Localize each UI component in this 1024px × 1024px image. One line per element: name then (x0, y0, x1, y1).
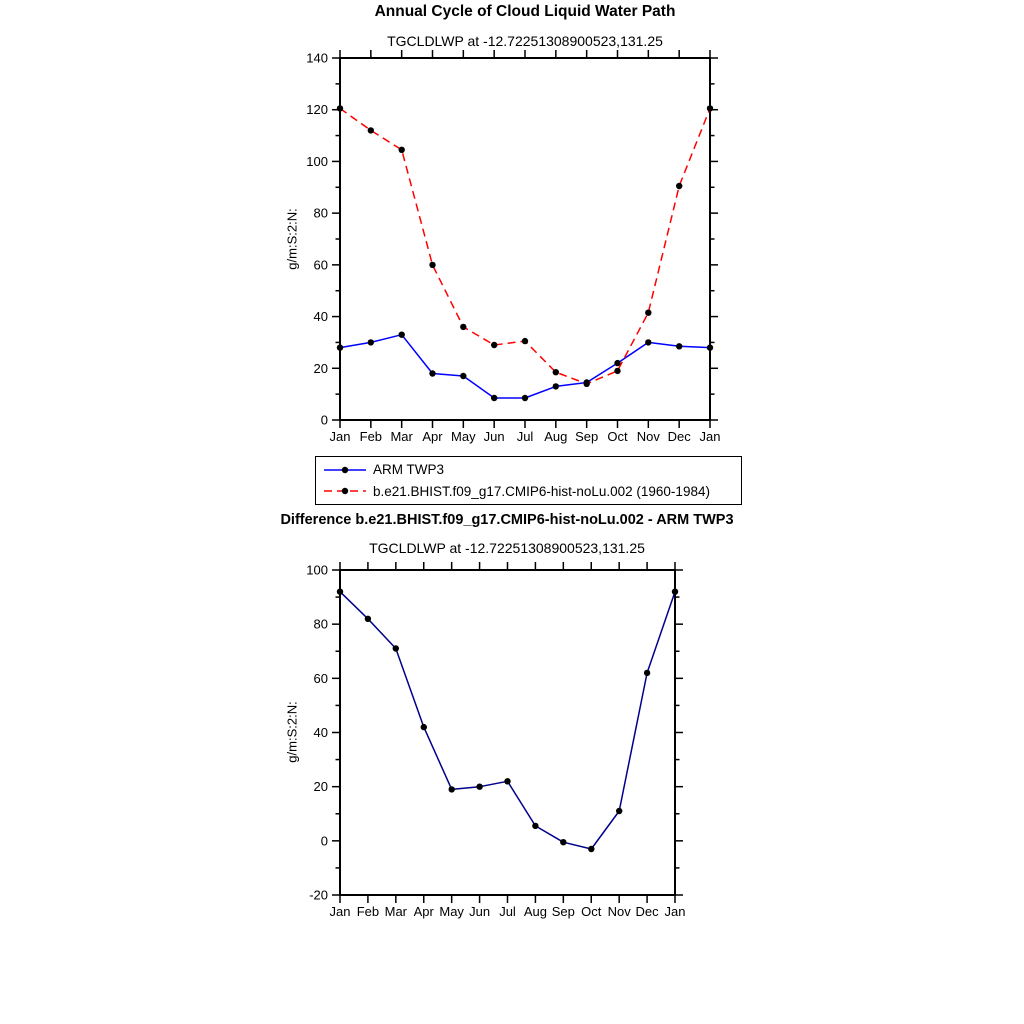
bottom-plot-series-line-0 (340, 592, 675, 849)
legend-label-arm-twp3: ARM TWP3 (373, 462, 445, 478)
top-chart-y-axis-label: g/m:S:2:N: (284, 208, 300, 270)
bottom-plot (306, 562, 685, 919)
svg-text:Apr: Apr (413, 904, 434, 919)
svg-text:Apr: Apr (422, 429, 443, 444)
svg-text:Aug: Aug (544, 429, 568, 444)
svg-text:Jun: Jun (469, 904, 491, 919)
top-plot (306, 50, 720, 444)
svg-text:Nov: Nov (607, 904, 631, 919)
bottom-chart-title: Difference b.e21.BHIST.f09_g17.CMIP6-hist-noLu.002 - ARM TWP3 (280, 512, 734, 528)
svg-text:40: 40 (313, 725, 328, 740)
legend-line-sample-red-dashed (321, 485, 369, 497)
svg-text:-20: -20 (309, 887, 328, 903)
svg-text:May: May (439, 904, 464, 919)
svg-text:60: 60 (313, 257, 328, 273)
svg-text:Jan: Jan (699, 429, 721, 444)
svg-text:Sep: Sep (575, 429, 599, 444)
svg-text:Jun: Jun (483, 429, 505, 444)
svg-text:60: 60 (313, 670, 328, 686)
top-chart-subtitle: TGCLDLWP at -12.72251308900523,131.25 (387, 33, 663, 49)
svg-text:Sep: Sep (551, 904, 575, 919)
svg-text:80: 80 (313, 205, 328, 221)
svg-text:120: 120 (306, 102, 328, 118)
svg-text:Jan: Jan (329, 429, 351, 444)
svg-text:0: 0 (320, 833, 328, 849)
svg-text:Oct: Oct (607, 429, 628, 444)
legend-item-model (321, 481, 736, 503)
svg-text:100: 100 (306, 153, 328, 169)
svg-text:80: 80 (313, 616, 328, 632)
svg-text:Mar: Mar (384, 904, 408, 919)
svg-text:Dec: Dec (667, 429, 691, 444)
svg-text:Dec: Dec (635, 904, 659, 919)
svg-text:Jan: Jan (664, 904, 686, 919)
svg-text:Jul: Jul (499, 904, 516, 919)
bottom-plot-series-markers-0 (337, 589, 678, 853)
svg-text:Oct: Oct (581, 904, 602, 919)
svg-text:Feb: Feb (356, 904, 380, 919)
svg-text:Mar: Mar (390, 429, 413, 444)
top-plot-series-markers-1 (337, 105, 713, 387)
svg-text:20: 20 (313, 779, 328, 795)
svg-text:Jul: Jul (516, 429, 534, 444)
legend-line-sample-blue (321, 464, 369, 476)
svg-text:0: 0 (320, 412, 328, 428)
svg-text:Aug: Aug (523, 904, 547, 919)
legend-box (315, 456, 742, 505)
top-chart-title: Annual Cycle of Cloud Liquid Water Path (374, 3, 676, 20)
bottom-chart-subtitle: TGCLDLWP at -12.72251308900523,131.25 (369, 540, 645, 556)
legend-item-arm-twp3 (321, 459, 736, 481)
bottom-chart-y-axis-label: g/m:S:2:N: (284, 701, 300, 763)
legend-label-model: b.e21.BHIST.f09_g17.CMIP6-hist-noLu.002 (1960-1984) (373, 483, 710, 499)
svg-text:100: 100 (306, 562, 328, 578)
svg-text:20: 20 (313, 360, 328, 376)
svg-text:40: 40 (313, 309, 328, 325)
svg-text:Nov: Nov (636, 429, 660, 444)
svg-text:Feb: Feb (359, 429, 383, 444)
svg-text:May: May (451, 429, 476, 444)
svg-text:140: 140 (306, 50, 328, 66)
svg-text:Jan: Jan (329, 904, 351, 919)
